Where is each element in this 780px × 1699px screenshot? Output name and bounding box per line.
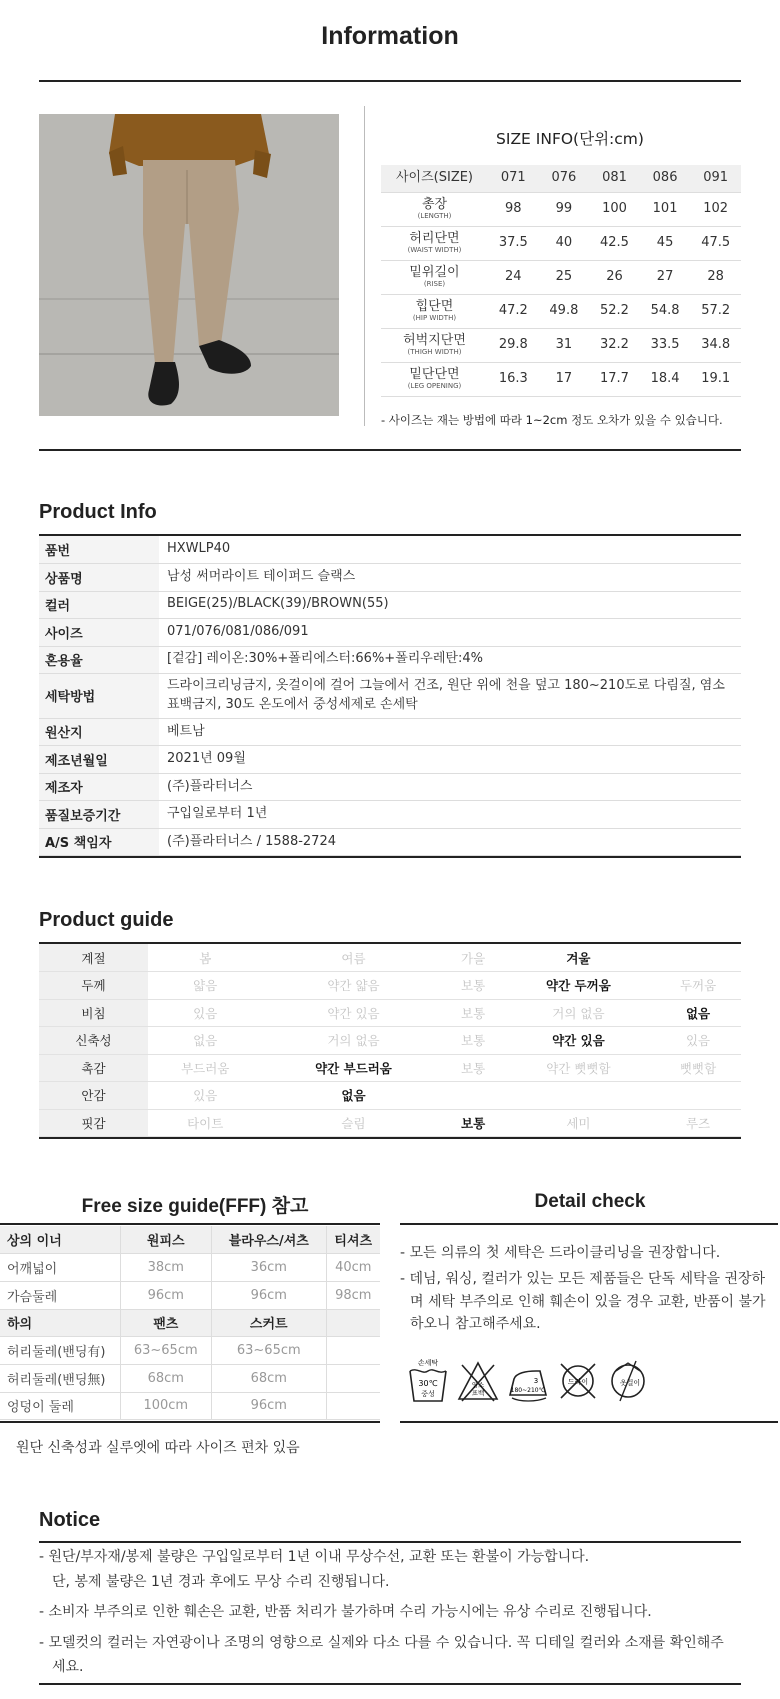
size-header-cell: 071 — [488, 165, 539, 192]
product-info-key: 품번 — [39, 536, 159, 564]
product-info-key: 원산지 — [39, 718, 159, 746]
guide-option: 없음 — [655, 999, 741, 1027]
size-header-cell: 086 — [640, 165, 691, 192]
size-row — [381, 362, 741, 396]
notice-line: - 원단/부자재/봉제 불량은 구입일로부터 1년 이내 무상수선, 교환 또는 환불이 가능합니다. — [39, 1549, 590, 1565]
notice-list — [39, 1545, 739, 1686]
free-size-cell: 68cm — [120, 1364, 212, 1392]
size-header-cell: 091 — [690, 165, 741, 192]
list-item — [39, 1545, 739, 1594]
table-row — [39, 646, 741, 674]
guide-option: 슬림 — [262, 1109, 444, 1137]
table-row — [39, 773, 741, 801]
free-size-row — [0, 1337, 380, 1365]
free-size-table — [0, 1226, 380, 1420]
guide-option — [502, 1082, 655, 1110]
guide-option: 가을 — [444, 944, 501, 972]
size-sublabel: (LEG OPENING) — [407, 381, 462, 390]
notice-line: 단, 봉제 불량은 1년 경과 후에도 무상 수리 진행됩니다. — [52, 1573, 390, 1590]
free-size-cell: 63~65cm — [120, 1337, 212, 1365]
free-size-row — [0, 1281, 380, 1309]
guide-row — [39, 972, 741, 1000]
table-row — [39, 591, 741, 619]
free-size-cell: 상의 이너 — [0, 1226, 120, 1254]
table-row — [39, 718, 741, 746]
divider — [0, 1223, 380, 1225]
divider — [39, 1137, 741, 1139]
free-size-cell: 허리둘레(밴딩無) — [0, 1364, 120, 1392]
table-row — [39, 746, 741, 774]
size-cell: 40 — [539, 226, 590, 260]
free-size-cell: 36cm — [212, 1254, 327, 1282]
free-size-cell: 100cm — [120, 1392, 212, 1420]
size-label: 밑위길이 — [409, 265, 460, 280]
guide-option: 봄 — [148, 944, 262, 972]
no-dry-clean-icon — [556, 1357, 600, 1405]
free-size-cell: 가슴둘레 — [0, 1281, 120, 1309]
product-info-key: 제조자 — [39, 773, 159, 801]
product-info-key: 세탁방법 — [39, 674, 159, 719]
size-cell: 45 — [640, 226, 691, 260]
guide-option: 여름 — [262, 944, 444, 972]
free-size-cell — [326, 1392, 380, 1420]
guide-option: 약간 있음 — [262, 999, 444, 1027]
guide-option — [444, 1082, 501, 1110]
size-cell: 98 — [488, 192, 539, 226]
guide-option: 약간 부드러움 — [262, 1054, 444, 1082]
hand-wash-temp: 30℃ — [418, 1379, 438, 1388]
size-cell: 54.8 — [640, 294, 691, 328]
table-row — [39, 674, 741, 719]
size-row-label — [381, 192, 488, 226]
product-info-value: 071/076/081/086/091 — [159, 619, 741, 647]
guide-row — [39, 999, 741, 1027]
size-cell: 24 — [488, 260, 539, 294]
guide-key: 비침 — [39, 999, 148, 1027]
guide-option: 보통 — [444, 999, 501, 1027]
size-cell: 52.2 — [589, 294, 640, 328]
guide-option: 약간 뻣뻣함 — [502, 1054, 655, 1082]
guide-option: 부드러움 — [148, 1054, 262, 1082]
size-cell: 47.5 — [690, 226, 741, 260]
no-dry-clean-label: 드라이 — [567, 1378, 589, 1386]
guide-row — [39, 944, 741, 972]
size-row-label — [381, 294, 488, 328]
free-size-cell — [326, 1337, 380, 1365]
hand-wash-icon — [406, 1357, 450, 1405]
product-info-value: BEIGE(25)/BLACK(39)/BROWN(55) — [159, 591, 741, 619]
guide-option: 두꺼움 — [655, 972, 741, 1000]
size-cell: 33.5 — [640, 328, 691, 362]
size-sublabel: (WAIST WIDTH) — [407, 245, 462, 254]
size-row — [381, 260, 741, 294]
size-sublabel: (LENGTH) — [417, 211, 452, 220]
divider — [39, 80, 741, 82]
size-row — [381, 226, 741, 260]
product-info-value: [겉감] 레이온:30%+폴리에스터:66%+폴리우레탄:4% — [159, 646, 741, 674]
product-info-value: 드라이크리닝금지, 옷걸이에 걸어 그늘에서 건조, 원단 위에 천을 덮고 180~210도로 다림질, 염소 표백금지, 30도 온도에서 중성세제로 손세탁 — [159, 674, 741, 719]
guide-key: 두께 — [39, 972, 148, 1000]
guide-row — [39, 1027, 741, 1055]
size-info-title: SIZE INFO(단위:cm) — [496, 130, 644, 148]
divider — [39, 856, 741, 858]
product-photo — [39, 114, 339, 416]
guide-key: 촉감 — [39, 1054, 148, 1082]
size-cell: 27 — [640, 260, 691, 294]
guide-option: 보통 — [444, 1027, 501, 1055]
free-size-cell: 팬츠 — [120, 1309, 212, 1337]
guide-key: 계절 — [39, 944, 148, 972]
product-info-title: Product Info — [39, 501, 157, 523]
product-info-value: 구입일로부터 1년 — [159, 801, 741, 829]
size-header-cell: 076 — [539, 165, 590, 192]
free-size-row — [0, 1309, 380, 1337]
size-label: 총장 — [421, 197, 448, 212]
hang-dry-label: 옷걸이 — [619, 1379, 641, 1387]
size-row — [381, 192, 741, 226]
size-label: 허벅지단면 — [403, 333, 466, 348]
detail-check-list — [400, 1242, 775, 1340]
guide-key: 핏감 — [39, 1109, 148, 1137]
iron-temp: 180~210℃ — [510, 1387, 546, 1394]
free-size-row — [0, 1364, 380, 1392]
hand-wash-label: 손세탁 — [417, 1359, 439, 1367]
product-info-key: A/S 책임자 — [39, 828, 159, 856]
size-cell: 49.8 — [539, 294, 590, 328]
size-cell: 18.4 — [640, 362, 691, 396]
size-cell: 47.2 — [488, 294, 539, 328]
divider — [0, 1421, 380, 1423]
divider — [39, 1683, 741, 1685]
free-size-cell: 엉덩이 둘레 — [0, 1392, 120, 1420]
product-info-key: 혼용율 — [39, 646, 159, 674]
table-row — [39, 564, 741, 592]
free-size-cell — [326, 1364, 380, 1392]
free-size-row — [0, 1392, 380, 1420]
size-sublabel: (HIP WIDTH) — [412, 313, 457, 322]
size-cell: 42.5 — [589, 226, 640, 260]
guide-option: 거의 없음 — [262, 1027, 444, 1055]
free-size-cell: 96cm — [120, 1281, 212, 1309]
divider — [400, 1421, 778, 1423]
size-row-label — [381, 328, 488, 362]
size-sublabel: (RISE) — [423, 279, 446, 288]
size-row-label — [381, 260, 488, 294]
size-cell: 25 — [539, 260, 590, 294]
size-row — [381, 294, 741, 328]
guide-key: 안감 — [39, 1082, 148, 1110]
free-size-note: 원단 신축성과 실루엣에 따라 사이즈 편차 있음 — [16, 1440, 300, 1456]
product-info-key: 제조년월일 — [39, 746, 159, 774]
size-cell: 26 — [589, 260, 640, 294]
table-row — [39, 828, 741, 856]
guide-option: 있음 — [148, 1082, 262, 1110]
size-cell: 37.5 — [488, 226, 539, 260]
divider — [39, 1541, 741, 1543]
size-cell: 29.8 — [488, 328, 539, 362]
guide-option: 뻣뻣함 — [655, 1054, 741, 1082]
iron-icon — [506, 1357, 550, 1405]
free-size-row — [0, 1254, 380, 1282]
free-size-cell: 96cm — [212, 1281, 327, 1309]
size-label: 힙단면 — [415, 299, 454, 314]
size-cell: 17.7 — [589, 362, 640, 396]
size-header-cell: 사이즈(SIZE) — [381, 165, 488, 192]
free-size-cell: 38cm — [120, 1254, 212, 1282]
size-cell: 28 — [690, 260, 741, 294]
detail-check-title: Detail check — [534, 1191, 646, 1212]
free-size-cell: 하의 — [0, 1309, 120, 1337]
free-size-cell: 63~65cm — [212, 1337, 327, 1365]
size-row — [381, 328, 741, 362]
table-row — [39, 619, 741, 647]
free-size-cell: 98cm — [326, 1281, 380, 1309]
guide-option: 약간 있음 — [502, 1027, 655, 1055]
divider — [39, 449, 741, 451]
guide-row — [39, 1109, 741, 1137]
list-item — [39, 1631, 739, 1680]
model-pants-image — [39, 114, 339, 416]
product-info-key: 상품명 — [39, 564, 159, 592]
guide-row — [39, 1082, 741, 1110]
notice-title: Notice — [39, 1509, 101, 1531]
product-info-table — [39, 536, 741, 856]
size-row-label — [381, 226, 488, 260]
product-guide-table — [39, 944, 741, 1137]
size-cell: 102 — [690, 192, 741, 226]
guide-option: 겨울 — [502, 944, 655, 972]
product-info-value: (주)플라터너스 — [159, 773, 741, 801]
guide-option: 루즈 — [655, 1109, 741, 1137]
guide-option: 보통 — [444, 1054, 501, 1082]
size-cell: 16.3 — [488, 362, 539, 396]
guide-key: 신축성 — [39, 1027, 148, 1055]
product-guide-title: Product guide — [39, 909, 174, 931]
no-bleach-icon — [456, 1357, 500, 1405]
size-note: - 사이즈는 재는 방법에 따라 1~2cm 정도 오차가 있을 수 있습니다. — [381, 413, 723, 427]
product-info-key: 품질보증기간 — [39, 801, 159, 829]
size-label: 밑단단면 — [409, 367, 460, 382]
size-cell: 32.2 — [589, 328, 640, 362]
size-cell: 17 — [539, 362, 590, 396]
guide-row — [39, 1054, 741, 1082]
size-cell: 101 — [640, 192, 691, 226]
guide-option: 없음 — [262, 1082, 444, 1110]
divider — [400, 1223, 778, 1225]
free-size-cell: 허리둘레(밴딩有) — [0, 1337, 120, 1365]
size-cell: 19.1 — [690, 362, 741, 396]
free-size-row — [0, 1226, 380, 1254]
size-cell: 100 — [589, 192, 640, 226]
size-cell: 34.8 — [690, 328, 741, 362]
free-size-cell: 96cm — [212, 1392, 327, 1420]
free-size-cell: 블라우스/셔츠 — [212, 1226, 327, 1254]
iron-level: 3 — [533, 1377, 539, 1385]
guide-option: 약간 두꺼움 — [502, 972, 655, 1000]
care-icons — [406, 1357, 646, 1409]
size-row-label — [381, 362, 488, 396]
free-size-cell — [326, 1309, 380, 1337]
list-item — [39, 1600, 739, 1625]
information-title: Information — [321, 22, 459, 50]
list-item: - 모든 의류의 첫 세탁은 드라이클리닝을 권장합니다. — [400, 1245, 721, 1261]
guide-option — [655, 1082, 741, 1110]
guide-option — [655, 944, 741, 972]
guide-option: 보통 — [444, 1109, 501, 1137]
free-size-cell: 원피스 — [120, 1226, 212, 1254]
no-bleach-label: 염소 — [471, 1381, 485, 1389]
product-info-value: 베트남 — [159, 718, 741, 746]
guide-option: 거의 없음 — [502, 999, 655, 1027]
product-info-value: 2021년 09월 — [159, 746, 741, 774]
free-size-title: Free size guide(FFF) 참고 — [81, 1196, 309, 1217]
guide-option: 타이트 — [148, 1109, 262, 1137]
product-info-key: 컬러 — [39, 591, 159, 619]
size-cell: 57.2 — [690, 294, 741, 328]
size-table — [381, 165, 741, 397]
table-row — [39, 801, 741, 829]
list-item: - 데님, 워싱, 컬러가 있는 모든 제품들은 단독 세탁을 권장하며 세탁 부주의로 인해 훼손이 있을 경우 교환, 반품이 불가하오니 참고해주세요. — [400, 1271, 766, 1333]
vertical-divider — [364, 106, 365, 426]
notice-line: - 소비자 부주의로 인한 훼손은 교환, 반품 처리가 불가하며 수리 가능시에는 유상 수리로 진행됩니다. — [39, 1604, 652, 1620]
product-info-key: 사이즈 — [39, 619, 159, 647]
hang-dry-icon — [606, 1357, 650, 1405]
guide-option: 있음 — [655, 1027, 741, 1055]
product-info-value: (주)플라터너스 / 1588-2724 — [159, 828, 741, 856]
no-bleach-label-2: 표백 — [471, 1389, 485, 1397]
free-size-cell: 68cm — [212, 1364, 327, 1392]
free-size-cell: 40cm — [326, 1254, 380, 1282]
guide-option: 보통 — [444, 972, 501, 1000]
guide-option: 약간 얇음 — [262, 972, 444, 1000]
size-label: 허리단면 — [409, 231, 460, 246]
product-info-value: HXWLP40 — [159, 536, 741, 564]
notice-line: 세요. — [52, 1659, 84, 1675]
free-size-cell: 어깨넓이 — [0, 1254, 120, 1282]
product-info-value: 남성 써머라이트 테이퍼드 슬랙스 — [159, 564, 741, 592]
size-table-header — [381, 165, 741, 192]
size-cell: 31 — [539, 328, 590, 362]
table-row — [39, 536, 741, 564]
notice-line: - 모델컷의 컬러는 자연광이나 조명의 영향으로 실제와 다소 다를 수 있습니다. 꼭 디테일 컬러와 소재를 확인해주 — [39, 1634, 724, 1651]
free-size-cell: 스커트 — [212, 1309, 327, 1337]
free-size-cell: 티셔츠 — [326, 1226, 380, 1254]
size-cell: 99 — [539, 192, 590, 226]
size-sublabel: (THIGH WIDTH) — [407, 347, 462, 356]
guide-option: 세미 — [502, 1109, 655, 1137]
guide-option: 얇음 — [148, 972, 262, 1000]
hand-wash-detergent: 중성 — [421, 1390, 435, 1398]
size-header-cell: 081 — [589, 165, 640, 192]
guide-option: 없음 — [148, 1027, 262, 1055]
guide-option: 있음 — [148, 999, 262, 1027]
